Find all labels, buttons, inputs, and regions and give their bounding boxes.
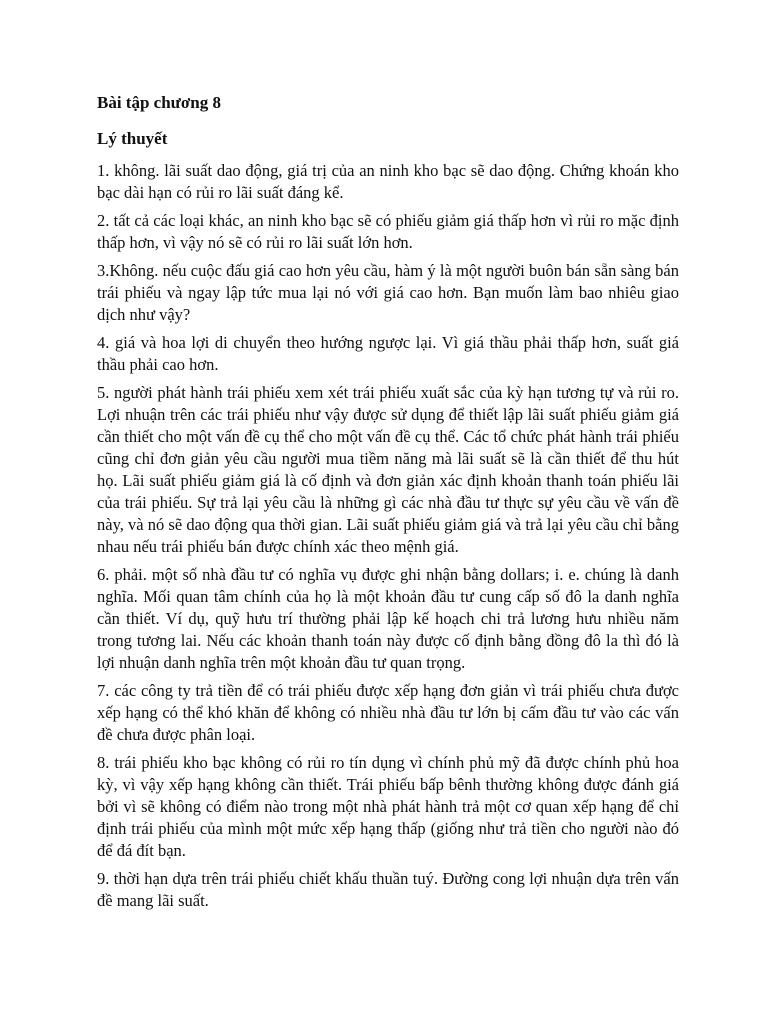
paragraph-2: 2. tất cả các loại khác, an ninh kho bạc sẽ có phiếu giảm giá thấp hơn vì rủi ro mặc định thấp hơn, vì vậy nó sẽ có rủi ro lãi suất lớn hơn. xyxy=(97,211,679,252)
paragraph-4: 4. giá và hoa lợi di chuyển theo hướng ngược lại. Vì giá thầu phải thấp hơn, suất giá thầu phải cao hơn. xyxy=(97,333,679,374)
document-page xyxy=(97,92,679,918)
paragraph-5: 5. người phát hành trái phiếu xem xét trái phiếu xuất sắc của kỳ hạn tương tự và rủi ro. Lợi nhuận trên các trái phiếu như vậy được sử dụng để thiết lập lãi suất phiếu giảm giá cần thiết cho một vấn đề cụ thể cho một vấn đề cụ thể. Các tổ chức phát hành trái phiếu cũng chỉ đơn giản yêu cầu người mua tiềm năng mà lãi suất sẽ là cần thiết để thu hút họ. Lãi suất phiếu giảm giá là cố định và đơn giản xác định khoản thanh toán phiếu lãi của trái phiếu. Sự trả lại yêu cầu là những gì các nhà đầu tư thực sự yêu cầu về vấn đề này, và nó sẽ dao động qua thời gian. Lãi suất phiếu giảm giá và trả lại yêu cầu chỉ bằng nhau nếu trái phiếu bán được chính xác theo mệnh giá. xyxy=(97,383,679,556)
paragraph-1: 1. không. lãi suất dao động, giá trị của an ninh kho bạc sẽ dao động. Chứng khoán kho bạc dài hạn có rủi ro lãi suất đáng kể. xyxy=(97,161,679,202)
section-title: Lý thuyết xyxy=(97,129,168,148)
paragraph-6: 6. phải. một số nhà đầu tư có nghĩa vụ được ghi nhận bằng dollars; i. e. chúng là danh nghĩa. Mối quan tâm chính của họ là một khoản đầu tư cung cấp số đô la danh nghĩa cần thiết. Ví dụ, quỹ hưu trí thường phải lập kế hoạch chi trả lương hưu nhiều năm trong tương lai. Nếu các khoản thanh toán này được cố định bằng đồng đô la thì đó là lợi nhuận danh nghĩa trên một khoản đầu tư quan trọng. xyxy=(97,565,679,672)
chapter-title: Bài tập chương 8 xyxy=(97,93,221,112)
paragraph-8: 8. trái phiếu kho bạc không có rủi ro tín dụng vì chính phủ mỹ đã được chính phủ hoa kỳ, vì vậy xếp hạng không cần thiết. Trái phiếu bấp bênh thường không được đánh giá bởi vì sẽ không có điểm nào trong một nhà phát hành trả một cơ quan xếp hạng để chỉ định trái phiếu của mình một mức xếp hạng thấp (giống như trả tiền cho người nào đó để đá đít bạn. xyxy=(97,753,679,860)
paragraph-9: 9. thời hạn dựa trên trái phiếu chiết khấu thuần tuý. Đường cong lợi nhuận dựa trên vấn đề mang lãi suất. xyxy=(97,869,679,910)
paragraph-3: 3.Không. nếu cuộc đấu giá cao hơn yêu cầu, hàm ý là một người buôn bán sẵn sàng bán trái phiếu và ngay lập tức mua lại nó với giá cao hơn. Bạn muốn làm bao nhiêu giao dịch như vậy? xyxy=(97,261,679,324)
paragraph-7: 7. các công ty trả tiền để có trái phiếu được xếp hạng đơn giản vì trái phiếu chưa được xếp hạng có thể khó khăn để không có nhiều nhà đầu tư lớn bị cấm đầu tư vào các vấn đề chưa được phân loại. xyxy=(97,681,679,744)
